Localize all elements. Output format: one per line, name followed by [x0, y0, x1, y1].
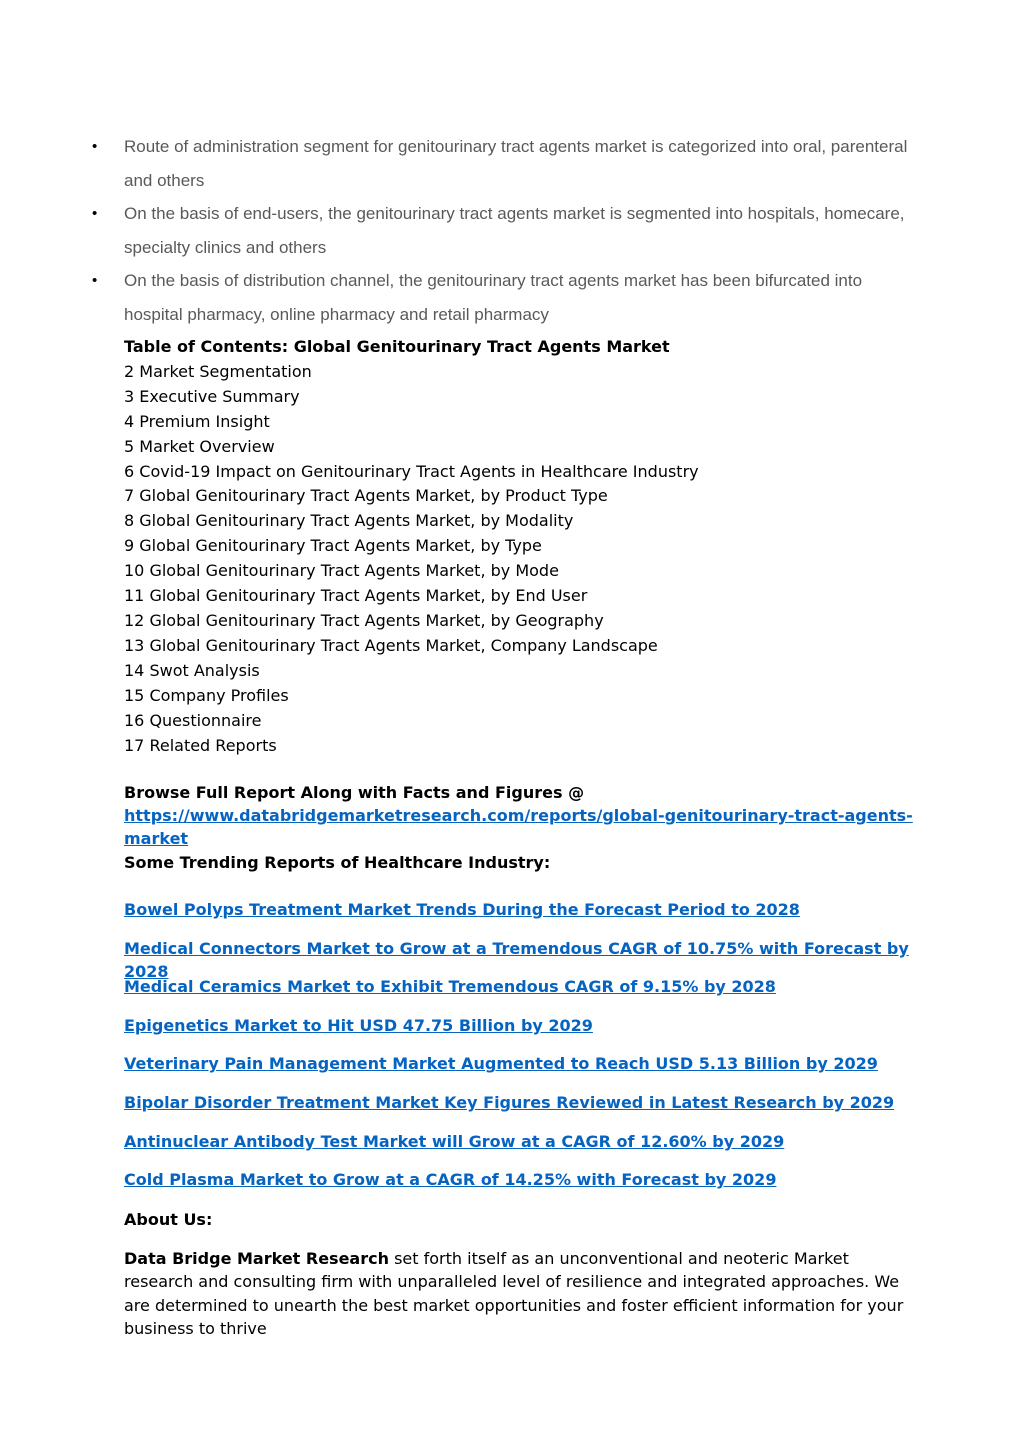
trending-report-item	[124, 898, 914, 937]
toc-item: 5 Market Overview	[124, 436, 275, 456]
toc-item: 12 Global Genitourinary Tract Agents Market, by Geography	[124, 610, 604, 630]
trending-report-item	[124, 1052, 914, 1091]
trending-reports-list	[124, 898, 914, 1207]
about-us-paragraph	[124, 1247, 914, 1340]
trending-report-link[interactable]: Bowel Polyps Treatment Market Trends During the Forecast Period to 2028	[124, 900, 800, 919]
toc-item: 16 Questionnaire	[124, 710, 262, 730]
toc-item: 4 Premium Insight	[124, 411, 270, 431]
toc-item: 6 Covid-19 Impact on Genitourinary Tract Agents in Healthcare Industry	[124, 461, 699, 481]
toc-item: 9 Global Genitourinary Tract Agents Market, by Type	[124, 536, 542, 556]
company-name: Data Bridge Market Research	[124, 1249, 389, 1268]
trending-report-item	[124, 1130, 914, 1169]
bullet-text: On the basis of distribution channel, the genitourinary tract agents market has been bifurcated into hospital pharmacy, online pharmacy and retail pharmacy	[124, 271, 863, 324]
bullet-text: Route of administration segment for genitourinary tract agents market is categorized into oral, parenteral and others	[124, 137, 908, 190]
toc-item: 14 Swot Analysis	[124, 660, 260, 680]
trending-report-link[interactable]: Epigenetics Market to Hit USD 47.75 Billion by 2029	[124, 1015, 593, 1035]
trending-report-link[interactable]: Veterinary Pain Management Market Augmented to Reach USD 5.13 Billion by 2029	[124, 1054, 878, 1074]
toc-item: 13 Global Genitourinary Tract Agents Market, Company Landscape	[124, 635, 658, 655]
trending-reports-title: Some Trending Reports of Healthcare Industry:	[124, 853, 551, 872]
trending-report-item	[124, 975, 914, 1014]
report-url-link[interactable]: https://www.databridgemarketresearch.com/reports/global-genitourinary-tract-agents-market	[124, 806, 913, 848]
trending-report-item	[124, 937, 914, 981]
toc-title: Table of Contents: Global Genitourinary Tract Agents Market	[124, 337, 670, 356]
table-of-contents	[124, 335, 914, 758]
toc-item: 11 Global Genitourinary Tract Agents Market, by End User	[124, 586, 588, 606]
bullet-item-route-of-administration	[88, 130, 918, 197]
trending-report-link[interactable]: Cold Plasma Market to Grow at a CAGR of 14.25% with Forecast by 2029	[124, 1170, 777, 1190]
trending-report-link[interactable]: Medical Ceramics Market to Exhibit Tremendous CAGR of 9.15% by 2028	[124, 977, 776, 997]
trending-report-link[interactable]: Antinuclear Antibody Test Market will Grow at a CAGR of 12.60% by 2029	[124, 1131, 785, 1151]
toc-item: 8 Global Genitourinary Tract Agents Market, by Modality	[124, 511, 574, 531]
trending-report-item	[124, 1014, 914, 1053]
browse-label: Browse Full Report Along with Facts and Figures @	[124, 783, 585, 802]
bullet-text: On the basis of end-users, the genitourinary tract agents market is segmented into hospitals, homecare, specialty clinics and others	[124, 204, 905, 257]
bullet-dot-icon: •	[92, 205, 98, 222]
trending-report-link[interactable]: Medical Connectors Market to Grow at a Tremendous CAGR of 10.75% with Forecast by 2028	[124, 938, 909, 981]
toc-item: 3 Executive Summary	[124, 386, 300, 406]
trending-report-item	[124, 1168, 914, 1207]
trending-report-item	[124, 1091, 914, 1130]
toc-item: 15 Company Profiles	[124, 685, 289, 705]
about-text: set forth itself as an unconventional and neoteric Market research and consulting firm with unparalleled level of resilience and integrated approaches. We are determined to unearth the best market opportunities and foster efficient information for your business to thrive	[124, 1249, 904, 1338]
bullet-dot-icon: •	[92, 272, 98, 289]
trending-report-link[interactable]: Bipolar Disorder Treatment Market Key Figures Reviewed in Latest Research by 2029	[124, 1092, 895, 1112]
toc-item: 2 Market Segmentation	[124, 361, 312, 381]
segmentation-bullet-list	[88, 130, 918, 331]
browse-full-report	[124, 781, 914, 850]
about-us-title: About Us:	[124, 1210, 213, 1229]
bullet-item-distribution-channel	[88, 264, 918, 331]
toc-item: 17 Related Reports	[124, 735, 277, 755]
toc-item: 10 Global Genitourinary Tract Agents Market, by Mode	[124, 561, 559, 581]
toc-item: 7 Global Genitourinary Tract Agents Market, by Product Type	[124, 486, 608, 506]
bullet-dot-icon: •	[92, 138, 98, 155]
bullet-item-end-users	[88, 197, 918, 264]
